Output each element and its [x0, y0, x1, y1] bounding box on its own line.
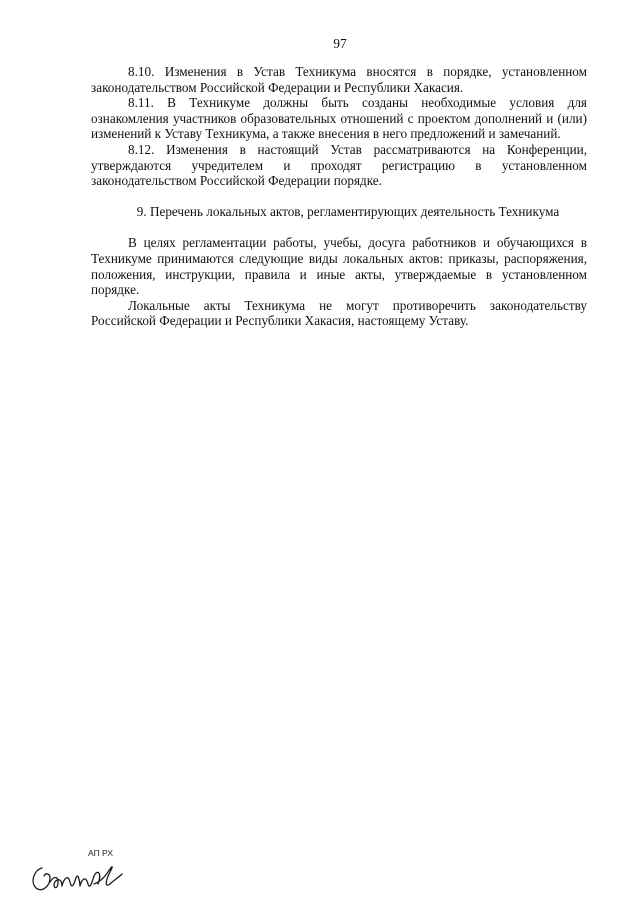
page-number: 97: [333, 36, 347, 51]
handwritten-signature: [28, 838, 138, 898]
paragraph-local-acts-types: В целях регламентации работы, учебы, досуга работников и обучающихся в Техникуме принимаются следующие виды локальных актов: приказы, распоряжения, положения, инструкции, правила и иные акты, утверждаемые в установленном порядке.: [91, 235, 587, 298]
paragraph-8-10: 8.10. Изменения в Устав Техникума вносятся в порядке, установленном законодательством Российской Федерации и Республики Хакасия.: [91, 64, 587, 95]
signature-drawing: [28, 838, 138, 898]
document-body: [91, 64, 587, 329]
section-heading: 9. Перечень локальных актов, регламентирующих деятельность Техникума: [136, 203, 560, 219]
paragraph-8-11: 8.11. В Техникуме должны быть созданы необходимые условия для ознакомления участников образовательных отношений с проектом дополнений и (или) изменений к Уставу Техникума, а также внесения в него предложений и замечаний.: [91, 95, 587, 142]
paragraph-8-12: 8.12. Изменения в настоящий Устав рассматриваются на Конференции, утверждаются учредителем и проходят регистрацию в установленном законодательством Российской Федерации порядке.: [91, 141, 587, 189]
paragraph-local-acts-compliance: Локальные акты Техникума не могут противоречить законодательству Российской Федерации и Республики Хакасия, настоящему Уставу.: [91, 297, 587, 329]
signature-stamp-label: АП РХ: [88, 848, 114, 858]
